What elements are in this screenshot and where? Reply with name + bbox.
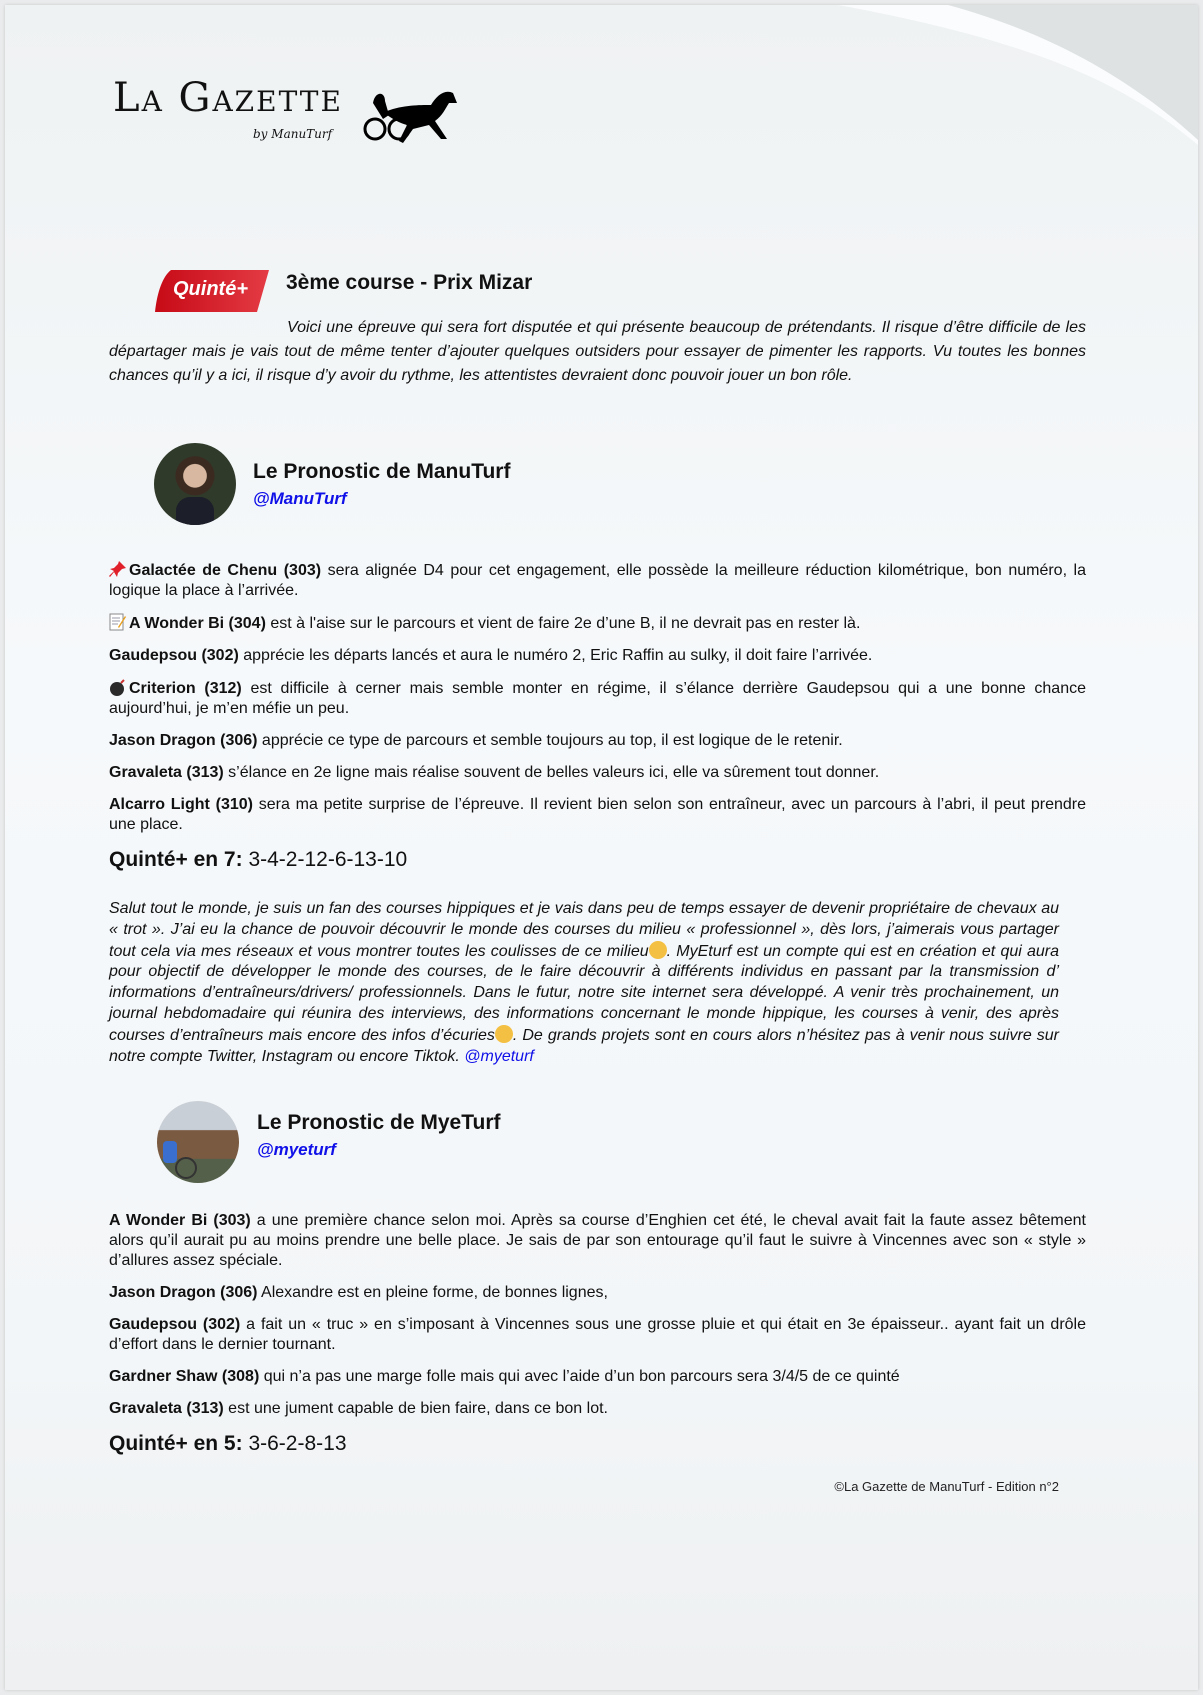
manuturf-pronostic-title: Le Pronostic de ManuTurf: [253, 460, 511, 483]
newsletter-page: [5, 5, 1198, 1690]
pick-comment: est une jument capable de bien faire, dans ce bon lot.: [223, 1400, 608, 1418]
pick-item: [109, 1211, 1086, 1271]
manuturf-picks: [109, 560, 1086, 835]
horse-name: Galactée de Chenu (303): [129, 562, 322, 579]
myeturf-avatar: [157, 1101, 239, 1183]
pick-comment: est difficile à cerner mais semble monter en régime, il s’élance derrière Gaudepsou qui a une bonne chance aujourd’hui, je m’en méfie un peu.: [109, 680, 1086, 717]
pick-comment: sera alignée D4 pour cet engagement, elle possède la meilleure réduction kilométrique, bon numéro, la logique la place à l’arrivée.: [109, 562, 1087, 599]
horse-name: A Wonder Bi (303): [109, 1212, 251, 1230]
logo-subtitle: by ManuTurf: [253, 127, 333, 141]
horse-name: Gravaleta (313): [109, 764, 224, 781]
pick-item: [109, 560, 1086, 601]
pick-comment: apprécie ce type de parcours et semble toujours au top, il est logique de le retenir.: [257, 732, 843, 749]
gazette-logo: [113, 77, 453, 157]
corner-decoration: [838, 5, 1198, 145]
horse-name: Jason Dragon (306): [109, 732, 258, 749]
footer-copyright: ©La Gazette de ManuTurf - Edition n°2: [834, 1479, 1059, 1495]
pick-item: [109, 731, 1086, 751]
myeturf-pronostic-title: Le Pronostic de MyeTurf: [257, 1111, 501, 1135]
quinte-numbers: 3-4-2-12-6-13-10: [242, 848, 408, 871]
pick-comment: Alexandre est en pleine forme, de bonnes lignes,: [257, 1284, 608, 1302]
race-title: 3ème course - Prix Mizar: [286, 271, 533, 294]
myeturf-handle-link[interactable]: @myeturf: [257, 1140, 336, 1160]
pushpin-icon: [109, 560, 127, 578]
bio-text: . MyEturf est un compte qui est en création et qui aura pour objectif de développer le monde des courses, de le faire découvrir à différents individus en passant par la transmission d’ informations d’entraîneurs/drivers/ professionnels. Dans le futur, notre site internet sera développé. A venir très prochainement, un journal hebdomadaire qui réunira des interviews, des informations concernant le monde hippique, les courses à venir, des après courses d’entraîneurs mais encore des infos d’écuries: [109, 942, 1060, 1044]
horse-name: Jason Dragon (306): [109, 1284, 258, 1302]
myeturf-bio: [109, 899, 1059, 1067]
content-column: [109, 560, 1086, 1495]
pick-item: [109, 1399, 1086, 1419]
quinte-numbers: 3-6-2-8-13: [242, 1432, 347, 1456]
pick-comment: a une première chance selon moi. Après sa course d’Enghien cet été, le cheval avait fait la faute assez bêtement alors qu’il aurait pu au moins prendre une belle place. Je sais de par son entourage qu’il faut le suivre à Vincennes avec son « style » d’allures assez spéciale.: [109, 1212, 1087, 1270]
bio-text: Salut tout le monde, je suis un fan des courses hippiques et je vais dans peu de temps essayer de devenir propriétaire de chevaux au « trot ». J’ai eu la chance de pouvoir découvrir le monde des courses du milieu « professionnel », dès lors, j’aimerais vous partager tout cela via mes réseaux et vous montrer toutes les coulisses de ce milieu: [109, 900, 1059, 960]
pick-item: [109, 1315, 1086, 1355]
pick-item: [109, 795, 1086, 835]
pick-comment: qui n’a pas une marge folle mais qui avec l’aide d’un bon parcours sera 3/4/5 de ce quinté: [259, 1368, 900, 1386]
pick-item: [109, 646, 1086, 666]
myeturf-quinte-selection: [109, 1431, 1086, 1457]
pick-item: [109, 613, 1086, 634]
horse-name: Gaudepsou (302): [109, 647, 239, 664]
manuturf-avatar: [154, 443, 236, 525]
pick-comment: sera ma petite surprise de l’épreuve. Il revient bien selon son entraîneur, avec un parcours à l’abri, il peut prendre une place.: [109, 796, 1087, 833]
myeturf-header: [109, 1101, 1086, 1183]
horse-name: Gravaleta (313): [109, 1400, 224, 1418]
race-intro: Voici une épreuve qui sera fort disputée et qui présente beaucoup de prétendants. Il risque d’être difficile de les départager mais je vais tout de même tenter d’ajouter quelques outsiders pour essayer de pimenter les rapports. Vu toutes les bonnes chances qu’il y a ici, il risque d’y avoir du rythme, les attentistes devraient donc pouvoir jouer un bon rôle.: [109, 319, 1086, 384]
quinte-label: Quinté+ en 7:: [109, 848, 243, 871]
memo-icon: [109, 613, 127, 631]
pick-item: [109, 763, 1086, 783]
myeturf-link[interactable]: @myeturf: [464, 1047, 534, 1065]
bio-text: . De grands projets sont en cours alors n’hésitez pas à venir nous suivre sur notre compte Twitter, Instagram ou encore Tiktok.: [109, 1026, 1059, 1065]
badge-label: Quinté+: [173, 278, 249, 300]
logo-title: La Gazette: [113, 75, 343, 121]
pick-comment: s’élance en 2e ligne mais réalise souvent de belles valeurs ici, elle va sûrement tout donner.: [223, 764, 880, 781]
quinte-plus-badge: [153, 268, 273, 314]
myeturf-picks: [109, 1211, 1086, 1419]
horse-sulky-icon: [363, 83, 459, 147]
horse-name: Gardner Shaw (308): [109, 1368, 260, 1386]
smiling-halo-emoji-icon: [649, 941, 667, 959]
pick-item: [109, 1283, 1086, 1303]
horse-name: Gaudepsou (302): [109, 1316, 241, 1334]
pick-item: [109, 1367, 1086, 1387]
horse-name: Criterion (312): [129, 680, 242, 697]
bomb-icon: [109, 678, 127, 696]
pick-comment: a fait un « truc » en s’imposant à Vincennes sous une grosse pluie et qui était en 3e épaisseur.. ayant fait un drôle d’effort dans le dernier tournant.: [109, 1316, 1087, 1354]
horse-name: A Wonder Bi (304): [129, 615, 266, 632]
pick-comment: est à l'aise sur le parcours et vient de faire 2e d’une B, il ne devrait pas en rester là.: [265, 615, 861, 632]
wink-emoji-icon: [495, 1025, 513, 1043]
pick-item: [109, 678, 1086, 719]
pick-comment: apprécie les départs lancés et aura le numéro 2, Eric Raffin au sulky, il doit faire l’arrivée.: [238, 647, 873, 664]
quinte-label: Quinté+ en 5:: [109, 1432, 243, 1456]
manuturf-quinte-selection: [109, 847, 1086, 873]
horse-name: Alcarro Light (310): [109, 796, 253, 813]
manuturf-handle-link[interactable]: @ManuTurf: [253, 489, 347, 508]
